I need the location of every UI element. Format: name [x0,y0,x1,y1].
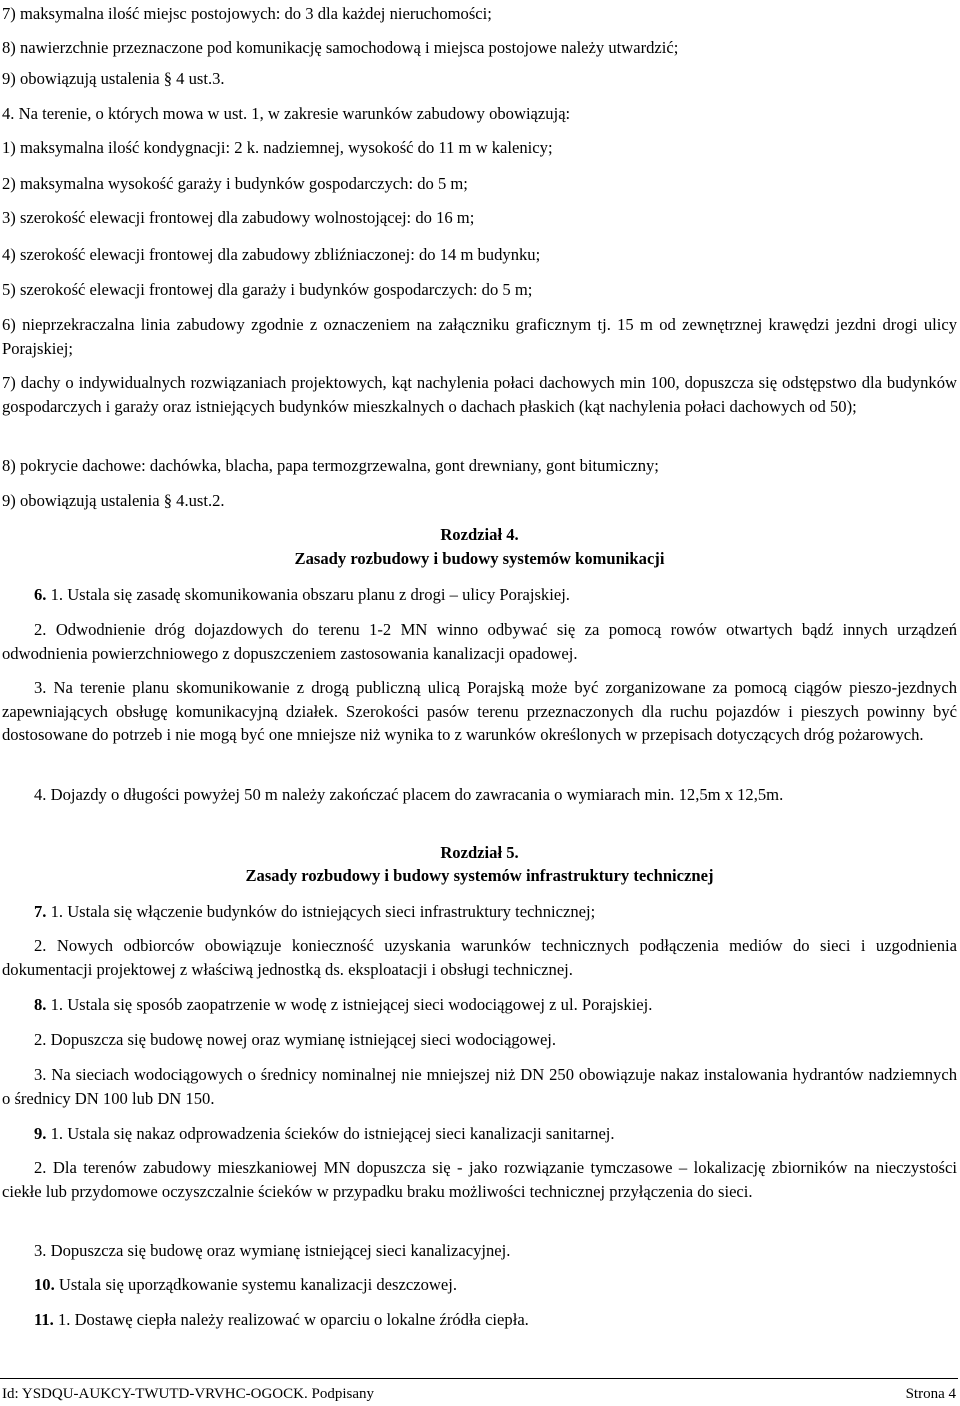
section-number: 10. [34,1275,55,1294]
list-item: 2) maksymalna wysokość garaży i budynków gospodarczych: do 5 m; [2,174,468,193]
paragraph: 3. Na terenie planu skomunikowanie z drogą publiczną ulicą Porajską może być zorganizowane za pomocą ciągów pieszo-jezdnych zapewniających obsługę komunikacyjną działek. Szerokości pasów terenu przeznaczonych dla ruchu pojazdów i pieszych powinny być dostosowane do potrzeb i nie mogą być one mniejsze niż wynika to z warunków określonych w przepisach dotyczących dróg pożarowych. [2,678,957,744]
section-number: 11. [34,1310,54,1329]
list-item: 4) szerokość elewacji frontowej dla zabudowy zbliźniaczonej: do 14 m budynku; [2,245,541,264]
paragraph: 2. Dla terenów zabudowy mieszkaniowej MN dopuszcza się - jako rozwiązanie tymczasowe – lokalizację zbiorników na nieczystości ciekłe lub przydomowe oczyszczalnie ścieków w przypadku braku możliwości technicznej przyłączenia do sieci. [2,1158,957,1201]
section-paragraph [2,1308,957,1332]
section-number: 9. [34,1124,47,1143]
list-item: 6) nieprzekraczalna linia zabudowy zgodnie z oznaczeniem na załączniku graficznym tj. 15 m od zewnętrznej krawędzi jezdni drogi ulicy Porajskiej; [2,315,957,358]
paragraph-text: Ustala się uporządkowanie systemu kanalizacji deszczowej. [54,1275,457,1294]
paragraph-text: 1. Dostawę ciepła należy realizować w oparciu o lokalne źródła ciepła. [53,1310,529,1329]
paragraph: 3. Na sieciach wodociągowych o średnicy nominalnej nie mniejszej niż DN 250 obowiązuje nakaz instalowania hydrantów nadziemnych o średnicy DN 100 lub DN 150. [2,1065,957,1108]
paragraph: 3. Dopuszcza się budowę oraz wymianę istniejącej sieci kanalizacyjnej. [34,1241,511,1260]
list-item: 3) szerokość elewacji frontowej dla zabudowy wolnostojącej: do 16 m; [2,208,475,227]
paragraph-text: 1. Ustala się nakaz odprowadzenia ścieków do istniejącej sieci kanalizacji sanitarnej. [46,1124,615,1143]
section-number: 6. [34,585,47,604]
list-item: 7) dachy o indywidualnych rozwiązaniach projektowych, kąt nachylenia połaci dachowych min 100, dopuszcza się odstępstwo dla budynków gospodarczych i garaży oraz istniejących budynków mieszkalnych o dachach płaskich (kąt nachylenia połaci dachowych od 50); [2,373,957,416]
paragraph: 2. Nowych odbiorców obowiązuje konieczność uzyskania warunków technicznych podłączenia mediów do sieci i uzgodnienia dokumentacji projektowej z właściwą jednostką ds. eksploatacji i obsługi technicznej. [2,936,957,979]
chapter-title: Zasady rozbudowy i budowy systemów komunikacji [294,549,665,568]
chapter-title: Zasady rozbudowy i budowy systemów infrastruktury technicznej [245,866,714,885]
list-item: 9) obowiązują ustalenia § 4 ust.3. [2,69,225,88]
footer-divider [0,1378,958,1379]
section-paragraph [2,993,957,1017]
chapter-number: Rozdział 5. [440,843,519,862]
paragraph: 2. Dopuszcza się budowę nowej oraz wymianę istniejącej sieci wodociągowej. [34,1030,557,1049]
section-number: 8. [34,995,47,1014]
list-item: 1) maksymalna ilość kondygnacji: 2 k. nadziemnej, wysokość do 11 m w kalenicy; [2,138,553,157]
chapter-number: Rozdział 4. [440,525,519,544]
document-id: Id: YSDQU-AUKCY-TWUTD-VRVHC-OGOCK. Podpisany [2,1386,374,1402]
paragraph: 4. Dojazdy o długości powyżej 50 m należy zakończać placem do zawracania o wymiarach min. 12,5m x 12,5m. [34,785,784,804]
section-paragraph [2,583,957,607]
list-item: 8) pokrycie dachowe: dachówka, blacha, papa termozgrzewalna, gont drewniany, gont bitumiczny; [2,456,659,475]
section-number: 7. [34,902,47,921]
section-paragraph [2,1273,957,1297]
list-item: 8) nawierzchnie przeznaczone pod komunikację samochodową i miejsca postojowe należy utwardzić; [2,38,679,57]
section-paragraph [2,1122,957,1146]
list-item: 7) maksymalna ilość miejsc postojowych: do 3 dla każdej nieruchomości; [2,4,492,23]
list-item: 9) obowiązują ustalenia § 4.ust.2. [2,491,225,510]
page-number: Strona 4 [905,1386,956,1402]
list-item: 5) szerokość elewacji frontowej dla garaży i budynków gospodarczych: do 5 m; [2,280,533,299]
paragraph: 2. Odwodnienie dróg dojazdowych do terenu 1-2 MN winno odbywać się za pomocą rowów otwartych bądź innych urządzeń odwodnienia powierzchniowego z dopuszczeniem zastosowania kanalizacji opadowej. [2,620,957,663]
section-paragraph [2,900,957,924]
paragraph: 4. Na terenie, o których mowa w ust. 1, w zakresie warunków zabudowy obowiązują: [2,104,571,123]
paragraph-text: 1. Ustala się włączenie budynków do istniejących sieci infrastruktury technicznej; [46,902,596,921]
paragraph-text: 1. Ustala się sposób zaopatrzenie w wodę z istniejącej sieci wodociągowej z ul. Porajskiej. [46,995,653,1014]
paragraph-text: 1. Ustala się zasadę skomunikowania obszaru planu z drogi – ulicy Porajskiej. [46,585,570,604]
